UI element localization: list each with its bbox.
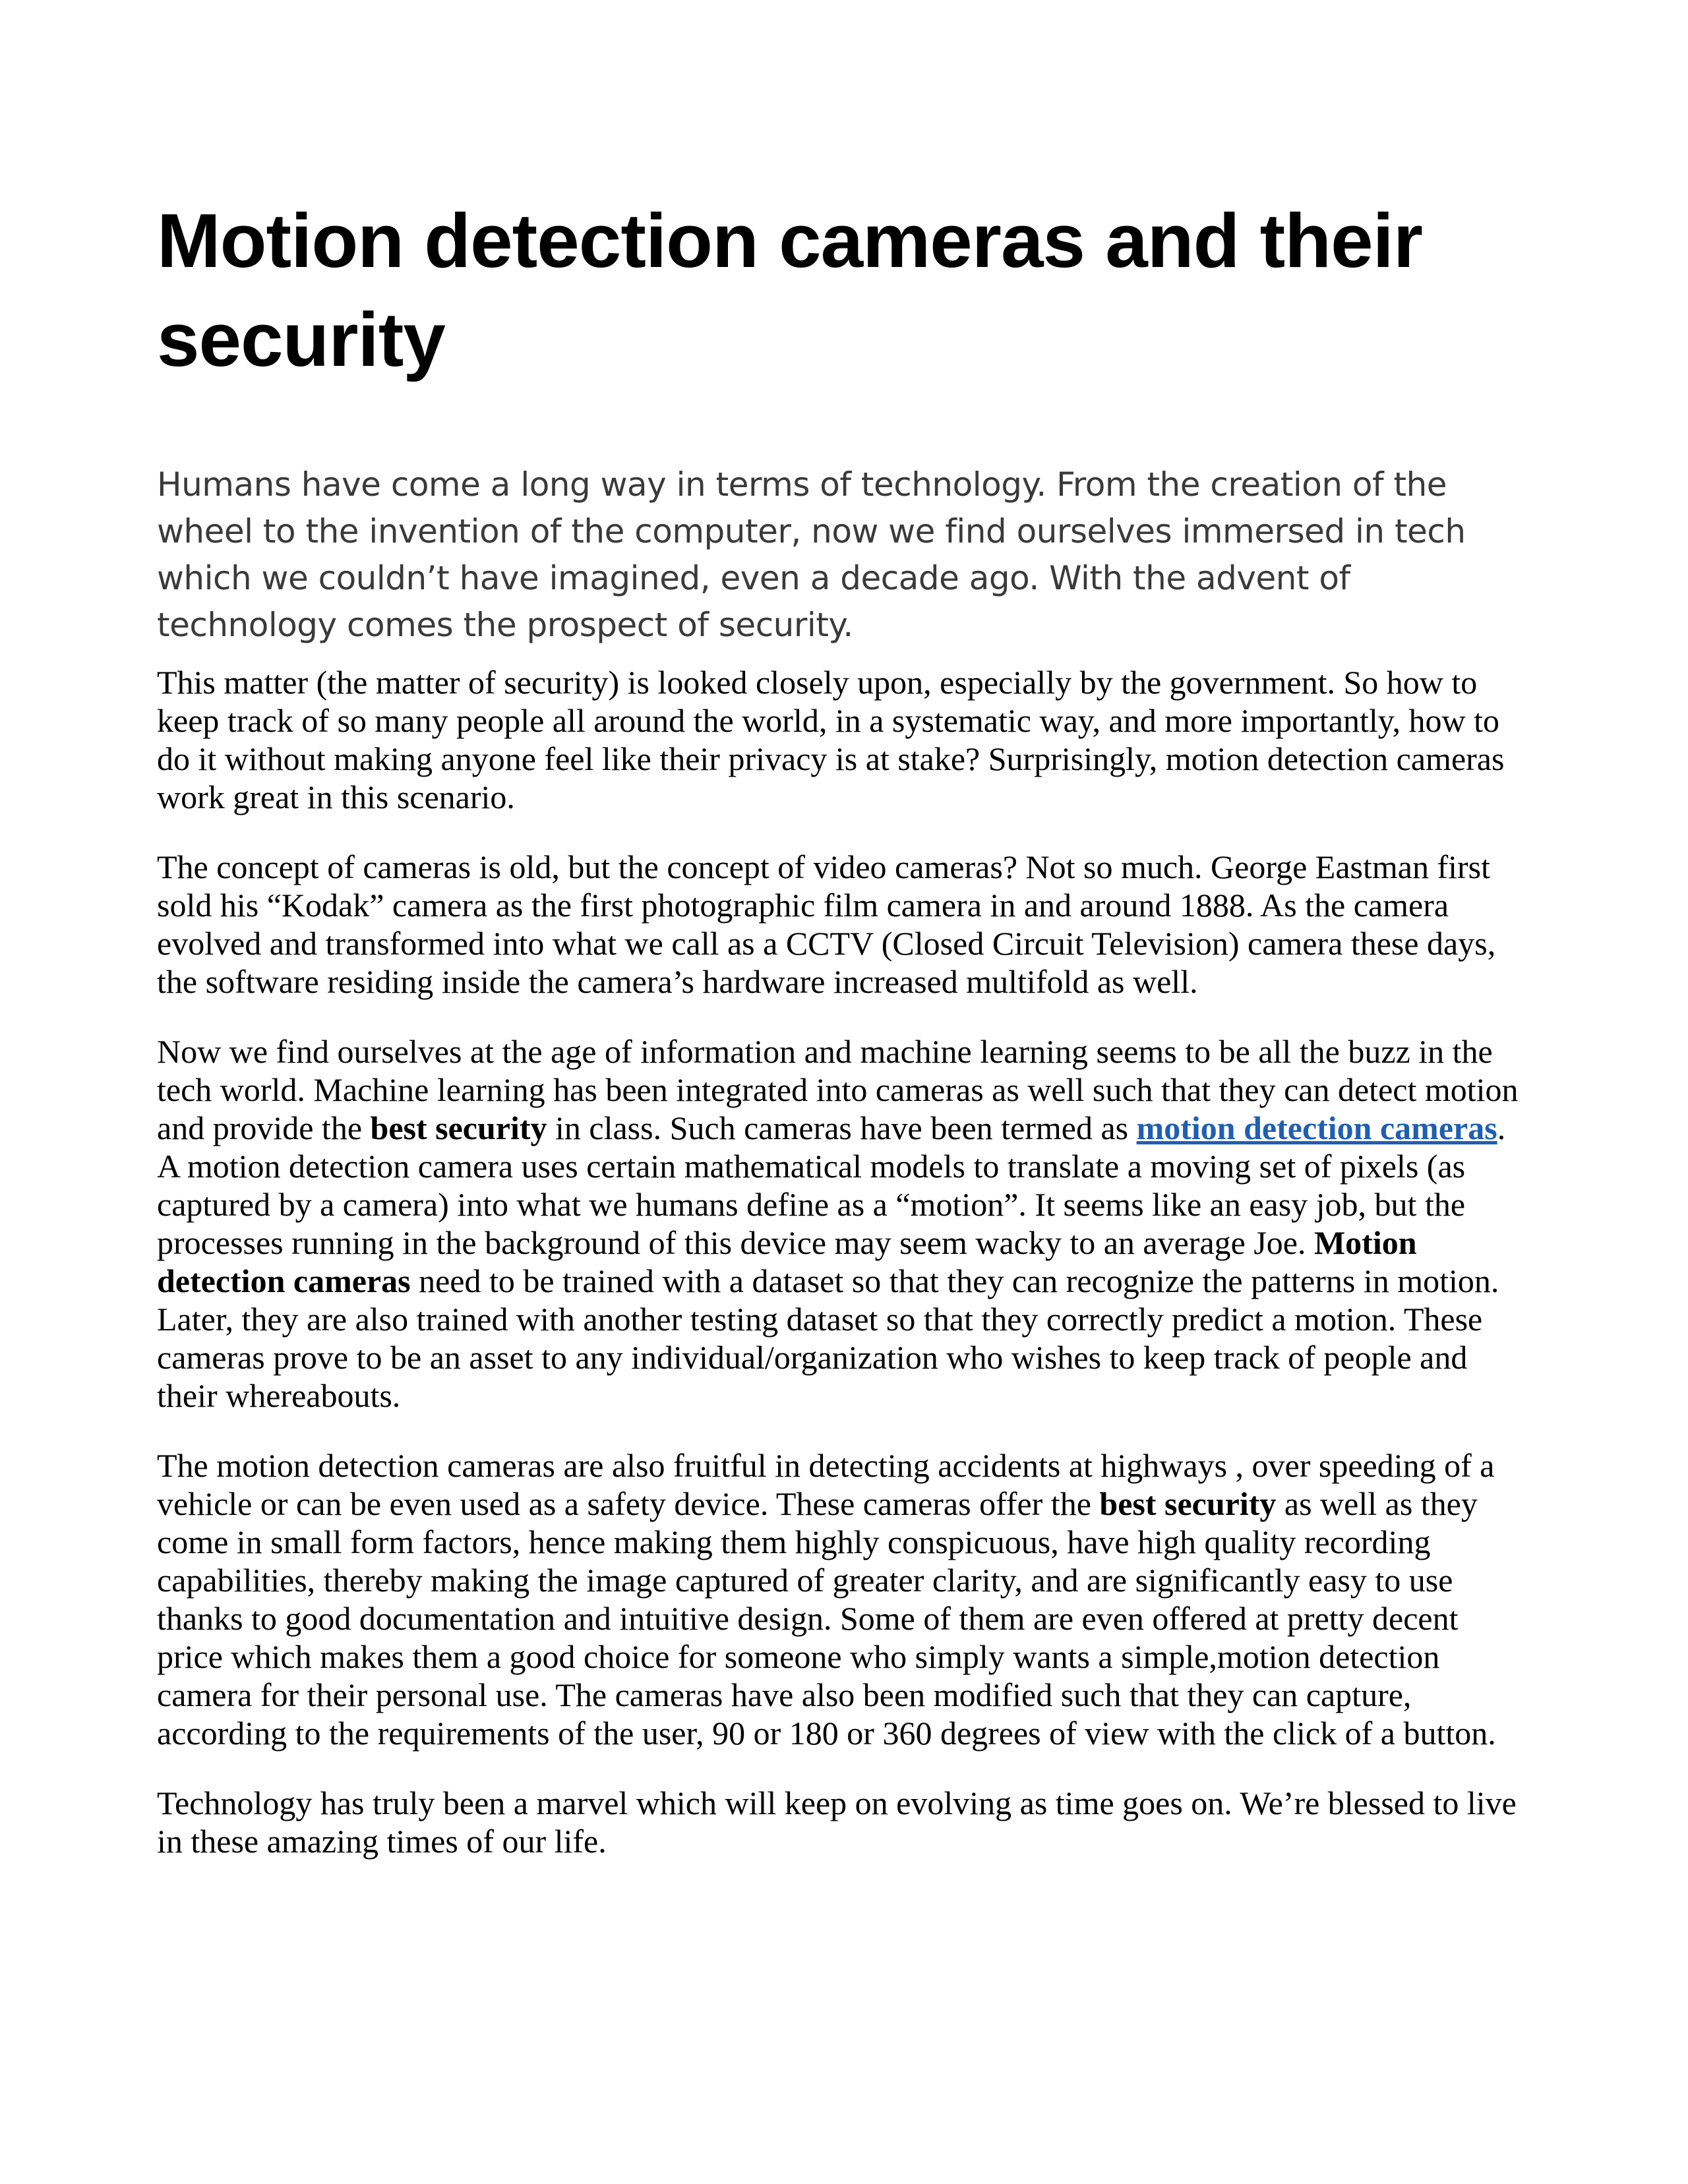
text-run: as well as they come in small form factors, hence making them highly conspicuous, have high quality recording capabilities, thereby making the image captured of greater clarity, and are significantly easy to use thanks to good documentation and intuitive design. Some of them are even offered at pretty decent price which makes them a good choice for someone who simply wants a simple,motion detection camera for their personal use. The cameras have also been modified such that they can capture, according to the requirements of the user, 90 or 180 or 360 degrees of view with the click of a button.	[157, 1485, 1496, 1752]
bold-motion-detection-cameras: Motion detection cameras	[157, 1224, 1417, 1299]
paragraph-machine-learning	[157, 1032, 1528, 1415]
text-run: Now we find ourselves at the age of information and machine learning seems to be all the buzz in the tech world. Machine learning has been integrated into cameras as well such that they can detect motion and provide the	[157, 1033, 1519, 1146]
bold-best-security: best security	[370, 1109, 547, 1146]
paragraph-camera-history: The concept of cameras is old, but the concept of video cameras? Not so much. George Eastman first sold his “Kodak” camera as the first photographic film camera in and around 1888. As the camera evolved and transformed into what we call as a CCTV (Closed Circuit Television) camera these days, the software residing inside the camera’s hardware increased multifold as well.	[157, 848, 1496, 1000]
paragraph-security-matter: This matter (the matter of security) is looked closely upon, especially by the government. So how to keep track of so many people all around the world, in a systematic way, and more importantly, how to do it without making anyone feel like their privacy is at stake? Surprisingly, motion detection cameras work great in this scenario.	[157, 664, 1505, 815]
text-run: in class. Such cameras have been termed as	[547, 1109, 1137, 1146]
text-run: . A motion detection camera uses certain mathematical models to translate a moving set of pixels (as captured by a camera) into what we humans define as a “motion”. It seems like an easy job, but the processes running in the background of this device may seem wacky to an average Joe.	[157, 1109, 1506, 1261]
paragraph-applications	[157, 1446, 1528, 1752]
text-run: The motion detection cameras are also fruitful in detecting accidents at highways , over speeding of a vehicle or can be even used as a safety device. These cameras offer the	[157, 1447, 1495, 1522]
text-run: need to be trained with a dataset so that they can recognize the patterns in motion. Later, they are also trained with another testing dataset so that they correctly predict a motion. These cameras prove to be an asset to any individual/organization who wishes to keep track of people and their whereabouts.	[157, 1262, 1499, 1414]
motion-detection-cameras-link[interactable]: motion detection cameras	[1136, 1109, 1497, 1146]
bold-best-security: best security	[1099, 1485, 1277, 1522]
paragraph-conclusion: Technology has truly been a marvel which will keep on evolving as time goes on. We’re blessed to live in these amazing times of our life.	[157, 1785, 1517, 1860]
intro-paragraph: Humans have come a long way in terms of technology. From the creation of the wheel to the invention of the computer, now we find ourselves immersed in tech which we couldn’t have imagined, even a decade ago. With the advent of technology comes the prospect of security.	[157, 465, 1466, 644]
page-title: Motion detection cameras and their security	[157, 198, 1423, 382]
document-page	[157, 191, 1528, 1860]
